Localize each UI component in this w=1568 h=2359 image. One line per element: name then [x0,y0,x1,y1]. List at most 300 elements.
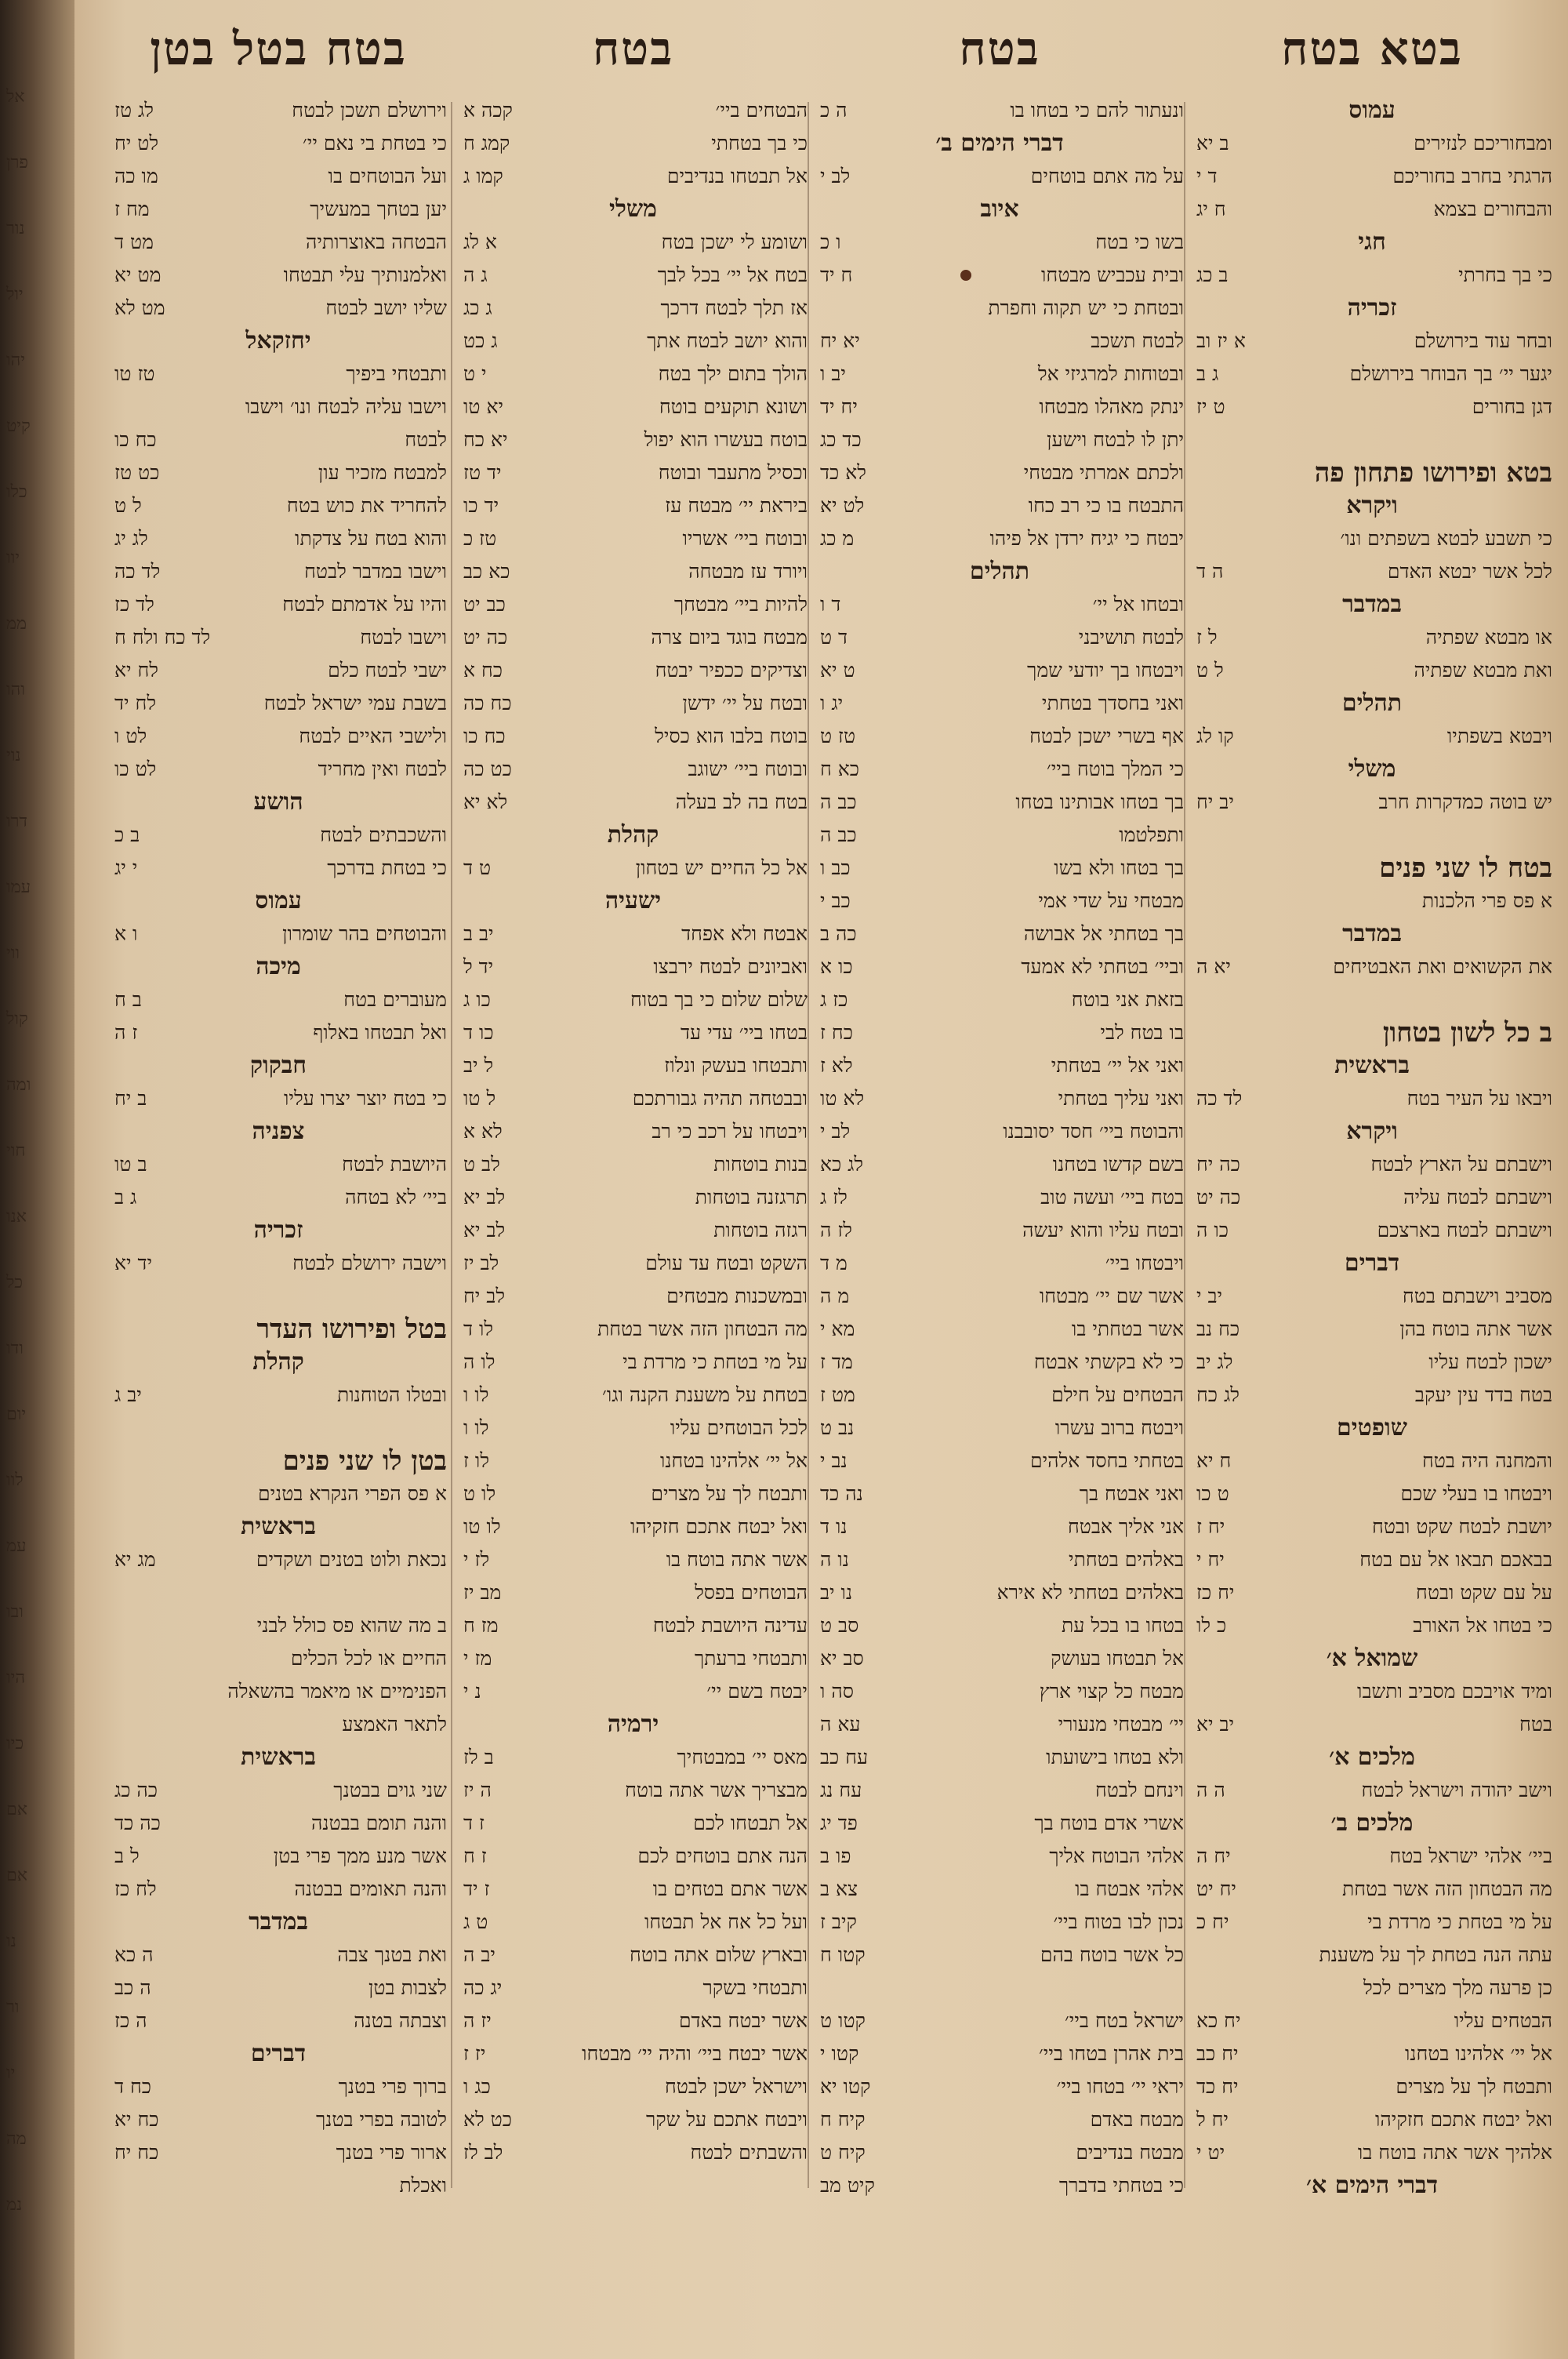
verse-line [110,1807,447,1840]
verse-line [459,1873,808,1906]
verse-line [815,259,1184,292]
verse-line [815,522,1184,555]
verse-line [459,1675,808,1708]
verse-line [815,983,1184,1016]
verse-reference: א לג [463,231,497,253]
verse-line [110,1873,447,1906]
verse-reference: יח ה [1196,1845,1231,1867]
verse-line [110,753,447,786]
column-header: בטח בטל בטן [150,22,407,75]
verse-reference: לב י [820,1120,851,1143]
concordance-column-2 [815,94,1184,2202]
verse-reference: לב יז [463,1252,499,1274]
verse-reference: כט לא [463,2108,512,2131]
line-text: דגן בחורים [1472,395,1552,418]
verse-line [1192,193,1552,226]
line-text: ובטחו אל יי׳ [1092,593,1184,616]
verse-line [459,94,808,127]
line-text: וישבתם לבטח בארצכם [1377,1219,1552,1241]
verse-reference: כה כד [114,1812,161,1834]
verse-reference: כח כו [114,428,157,451]
verse-line [815,1082,1184,1115]
line-text: והיו על אדמתם לבטח [282,593,447,616]
line-text: תהלים [969,558,1030,585]
verse-reference: ח יג [1196,198,1226,220]
verse-reference: כב ה [820,791,857,813]
verse-line [1192,1082,1552,1115]
verse-line [815,2169,1184,2202]
verse-line [110,687,447,720]
verse-reference: יד כו [463,494,499,517]
book-heading [1192,1247,1552,1280]
line-text: בטח לו שני פנים [1379,852,1552,884]
verse-reference: ט יז [1196,395,1225,418]
book-heading [1192,1049,1552,1082]
book-heading [1192,753,1552,786]
line-text: ויבטחו בו בעלי שכם [1400,1482,1552,1505]
verse-line [1192,1214,1552,1247]
line-text: בטח בדד עין יעקב [1414,1383,1552,1406]
line-text: השקט ובטח עד עולם [645,1252,808,1274]
verse-reference: יב ו [820,362,846,385]
verse-reference: י ט [463,362,487,385]
line-text: ותפלטמו [1119,823,1184,846]
line-text: לצבות בטן [368,1976,447,1999]
verse-reference: לד כז [114,593,154,616]
verse-reference: פד יג [820,1812,858,1834]
verse-reference: לד כח ולח ח [114,626,211,649]
verse-line [459,1247,808,1280]
line-text: בטחתי בחסד אלהים [1030,1449,1184,1472]
line-text: ישכון לבטח עליו [1428,1350,1552,1373]
line-text: ובטוחות למרגיזי אל [1037,362,1184,385]
line-text: ואכלת [399,2174,447,2197]
verse-reference: קכה א [463,99,513,122]
gutter-text: יו [6,2063,16,2083]
gutter-text: ווי [6,943,20,963]
line-text: וישבתם לבטח עליה [1403,1186,1552,1209]
book-gutter [0,0,74,2359]
verse-reference: ד י [1196,165,1218,187]
verse-line [459,1939,808,1972]
verse-reference: יח יד [820,395,858,418]
verse-line [815,1346,1184,1379]
verse-line [459,1774,808,1807]
line-text: ומבחוריכם לנזירים [1414,132,1552,154]
verse-line [459,1510,808,1543]
line-text: איוב [980,195,1019,223]
verse-reference: נו יב [820,1581,853,1604]
verse-reference: לח יא [114,659,158,682]
verse-line [459,951,808,983]
verse-reference: ט ד [463,856,492,879]
line-text: בך בטחתי אל אבושה [1023,922,1184,945]
verse-line [815,1379,1184,1412]
verse-reference: ו א [114,922,138,945]
verse-line [1192,2136,1552,2169]
verse-reference: כו ה [1196,1219,1229,1241]
ink-spot [960,270,971,281]
verse-line [459,720,808,753]
column-header: בטא בטח [1281,22,1463,75]
entry-heading [1192,456,1552,489]
verse-reference: יז ז [463,2042,486,2065]
line-text: תהלים [1341,689,1403,717]
verse-line [110,1247,447,1280]
line-text: למבטח מזכיר עון [318,461,447,484]
verse-line [815,1609,1184,1642]
verse-reference: לז י [463,1548,490,1571]
verse-line [459,1642,808,1675]
verse-line [459,358,808,391]
verse-line [1192,522,1552,555]
gutter-text: נמ [6,2195,23,2215]
verse-line [1192,1379,1552,1412]
verse-reference: עא ה [820,1713,861,1736]
line-text: ובית עכביש מבטחו [1041,264,1184,286]
verse-line [459,2070,808,2103]
line-text: ארור פרי בטנך [336,2141,447,2164]
verse-line [1192,1675,1552,1708]
gutter-text: אם [6,1866,27,1885]
line-text: וישבתם על הארץ לבטח [1370,1153,1552,1176]
line-text: לתאר האמצע [342,1713,447,1736]
verse-line [815,1675,1184,1708]
line-text: לכל אשר יבטא האדם [1387,560,1552,583]
verse-reference: ב ח [114,988,142,1011]
verse-line [815,2103,1184,2136]
verse-reference: ב כ [114,823,140,846]
line-text: או מבטא שפתיה [1425,626,1552,649]
line-text: יתן לו לבטח וישען [1047,428,1184,451]
line-text: וישב יהודה וישראל לבטח [1361,1779,1552,1801]
gutter-text: נוי [6,746,21,765]
column-rule [451,102,452,2188]
verse-line [1192,2037,1552,2070]
book-heading [1192,489,1552,522]
verse-reference: לג כא [820,1153,864,1176]
verse-line [110,1708,447,1741]
book-heading [110,786,447,819]
verse-line [1192,127,1552,160]
verse-reference: ל יב [463,1054,494,1077]
verse-reference: לח כז [114,1877,157,1900]
verse-line [459,1741,808,1774]
verse-reference: כח ז [820,1021,853,1044]
verse-reference: יד ל [463,955,494,978]
verse-line [815,423,1184,456]
line-text: אשר מנע ממך פרי בטן [273,1845,447,1867]
line-text: אל יי׳ אלהינו בטחנו [659,1449,808,1472]
line-text: מבטחי על שדי אמי [1038,889,1184,912]
verse-reference: ו כ [820,231,841,253]
verse-reference: ה ה [1196,1779,1225,1801]
line-text: יי׳ מבטחי מנעורי [1058,1713,1184,1736]
line-text: והבוטח ביי׳ חסד יסובבנו [1003,1120,1184,1143]
line-text: היושבת לבטח [342,1153,447,1176]
line-text: ועל הבוטחים בו [328,165,447,187]
verse-reference: כב ו [820,856,851,879]
line-text: בטחו בו בכל עת [1062,1614,1184,1637]
verse-line [459,918,808,951]
verse-reference: ה כא [114,1943,154,1966]
line-text: נכון לבו בטוח ביי׳ [1053,1910,1184,1933]
line-text: והנה תאומים בבטנה [294,1877,447,1900]
line-text: על מי בטחת כי מרדת בי [622,1350,808,1373]
line-text: והבוטחים בהר שומרון [282,922,447,945]
line-text: כי בך בחרתי [1458,264,1552,286]
verse-line [1192,1148,1552,1181]
line-text: בשם קדשו בטחנו [1052,1153,1184,1176]
verse-reference: יב י [1196,1285,1223,1307]
verse-reference: קטו י [820,2042,859,2065]
verse-reference: ז ח [463,1845,487,1867]
verse-line [1192,885,1552,918]
verse-line [815,1181,1184,1214]
verse-reference: לט ו [114,725,147,747]
line-text: בך בטחו אבותינו בטחו [1015,791,1184,813]
book-heading [815,193,1184,226]
line-text: לבטח [405,428,447,451]
line-text: צפניה [252,1118,305,1145]
verse-line [459,1313,808,1346]
verse-line [110,1972,447,2005]
verse-line [110,1543,447,1576]
line-text: וישבה ירושלם לבטח [292,1252,447,1274]
verse-reference: יח כב [1196,2042,1239,2065]
line-text: ב מה שהוא פס כולל לבני [256,1614,447,1637]
verse-line [110,292,447,325]
verse-line [110,522,447,555]
verse-reference: מט ד [114,231,154,253]
verse-line [110,1016,447,1049]
verse-reference: לג יג [114,527,148,550]
verse-reference: כז ג [820,988,848,1011]
line-text: ואת מבטא שפתיה [1414,659,1552,682]
verse-reference: טז כ [463,527,497,550]
verse-line [1192,1609,1552,1642]
verse-line [815,325,1184,358]
verse-reference: יג כה [463,1976,503,1999]
verse-reference: יא יח [820,329,860,352]
verse-line [815,1807,1184,1840]
verse-line [110,1379,447,1412]
line-text: ובארץ שלום אתה בוטח [630,1943,808,1966]
verse-line [459,983,808,1016]
verse-line [110,720,447,753]
verse-line [110,1082,447,1115]
book-heading [459,193,808,226]
line-text: א פס פרי הלכנות [1421,889,1552,912]
verse-line [815,1906,1184,1939]
verse-reference: ד ו [820,593,841,616]
verse-reference: מד ז [820,1350,853,1373]
verse-reference: ז ד [463,1812,485,1834]
line-text: על עם שקט ובטח [1416,1581,1552,1604]
line-text: ואלמנותיך עלי תבטחו [283,264,447,286]
gutter-text: דרו [6,812,28,831]
line-text: כי תשבע לבטא בשפתים ונו׳ [1340,527,1552,550]
verse-reference: נ י [463,1680,481,1703]
line-text: אף בשרי ישכן לבטח [1029,725,1184,747]
line-text: ויבטח אתכם על שקר [645,2108,808,2131]
verse-line [815,885,1184,918]
book-heading [1192,292,1552,325]
book-heading [459,819,808,852]
verse-line [459,1807,808,1840]
verse-line [1192,423,1552,456]
line-text: ובמשכנות מבטחים [666,1285,808,1307]
line-text: ותבטחו בעשק ונלוז [664,1054,808,1077]
entry-heading [110,1445,447,1478]
verse-line [110,918,447,951]
line-text: בטן לו שני פנים [282,1445,447,1477]
verse-line [815,687,1184,720]
line-text: כי המלך בוטח ביי׳ [1046,758,1184,780]
line-text: הבטחים על חילם [1051,1383,1184,1406]
line-text: אל כל החיים יש בטחון [635,856,808,879]
line-text: שליו יושב לבטח [325,296,447,319]
line-text: כל אשר בוטח בהם [1040,1943,1184,1966]
verse-reference: יב ב [463,922,494,945]
line-text: כי בטח יוצר יצרו עליו [284,1087,447,1110]
verse-line [1192,1346,1552,1379]
verse-reference: כט טז [114,461,160,484]
verse-reference: יא טו [463,395,504,418]
line-text: ואל תבטחו באלוף [313,1021,447,1044]
verse-reference: ג ב [114,1186,137,1209]
line-text: ובוטח ביי׳ אשריו [682,527,808,550]
verse-reference: כה יט [463,626,508,649]
verse-reference: יח י [1196,1548,1225,1571]
line-text: אשר אתה בוטח בהן [1399,1318,1552,1340]
verse-line [459,753,808,786]
verse-line [815,918,1184,951]
line-text: ושונא תוקעים בוטח [659,395,808,418]
verse-reference: מא י [820,1318,855,1340]
verse-reference: לו ה [463,1350,495,1373]
gutter-text: היו [6,1668,26,1688]
line-text: דברי הימים א׳ [1305,2172,1439,2199]
line-text: אני אליך אבטח [1067,1515,1184,1538]
verse-line [815,2136,1184,2169]
line-text: יחזקאל [245,327,311,354]
line-text: אז תלך לבטח דרכך [660,296,808,319]
verse-reference: מ ה [820,1285,850,1307]
line-text: אבטח ולא אפחד [681,922,808,945]
line-text: לבטח תושיבני [1078,626,1184,649]
gutter-text: מה [6,2129,27,2149]
verse-line [1192,951,1552,983]
line-text: ואני בחסדך בטחתי [1041,692,1184,714]
verse-line [815,94,1184,127]
line-text: ותבטחי ברעתך [694,1647,808,1670]
verse-line [815,1774,1184,1807]
verse-reference: קיט מב [820,2174,875,2197]
gutter-text: יהו [6,351,26,370]
verse-line [459,1840,808,1873]
verse-reference: ט ג [463,1910,488,1933]
book-heading [1192,1412,1552,1445]
verse-line [459,1412,808,1445]
line-text: אלהי הבוטח אליך [1049,1845,1184,1867]
gutter-text: כל [6,1273,24,1292]
line-text: בטא ופירושו פתחון פה [1314,457,1552,489]
gutter-text: קול [6,1009,28,1029]
verse-reference: יב ה [463,1943,495,1966]
verse-reference: לד כה [1196,1087,1243,1110]
verse-line [459,292,808,325]
line-text: ולא בטחו בישועתו [1046,1746,1184,1768]
verse-line [459,1576,808,1609]
column-rule [808,102,809,2188]
line-text: כן פרעה מלך מצרים לכל [1363,1976,1552,1999]
line-text: אשר שם יי׳ מבטחו [1039,1285,1184,1307]
verse-line [459,127,808,160]
verse-line [815,456,1184,489]
verse-line [110,259,447,292]
verse-line [459,687,808,720]
line-text: אשרי אדם בוטח בך [1034,1812,1184,1834]
verse-reference: יח ל [1196,2108,1229,2131]
verse-reference: כח יא [114,2108,159,2131]
verse-reference: כה כג [114,1779,158,1801]
line-text: שלום שלום כי בך בטוח [630,988,808,1011]
line-text: אל תבטחו בנדיבים [666,165,808,187]
verse-line [459,555,808,588]
line-text: בטחת על משענת הקנה וגו׳ [602,1383,808,1406]
verse-reference: יח כד [1196,2075,1239,2098]
verse-reference: לו ט [463,1482,496,1505]
verse-line [459,852,808,885]
line-text: משלי [609,195,657,223]
gutter-text: יול [6,285,24,304]
verse-reference: יח כז [1196,1581,1235,1604]
verse-line [815,1972,1184,2005]
line-text: עדינה היושבת לבטח [652,1614,808,1637]
verse-reference: יב יח [1196,791,1234,813]
line-text: ובוטח ביי׳ ישוגב [688,758,808,780]
verse-reference: נו ד [820,1515,848,1538]
verse-line [815,2070,1184,2103]
line-text: ואת בטנך צבה [337,1943,447,1966]
verse-line [110,2005,447,2037]
verse-line [1192,1708,1552,1741]
verse-line [459,1280,808,1313]
gutter-text: לוו [6,1470,24,1490]
verse-reference: לא טו [820,1087,865,1110]
verse-reference: ג ב [1196,362,1219,385]
verse-line [1192,786,1552,819]
verse-reference: ב טו [114,1153,147,1176]
verse-reference: כה יט [1196,1186,1241,1209]
verse-reference: כ לו [1196,1614,1227,1637]
line-text: ולכתם אמרתי מבטחי [1023,461,1184,484]
line-text: הבוטחים בפסל [695,1581,808,1604]
verse-line [459,391,808,423]
verse-line [110,1642,447,1675]
gutter-text: ור [6,1997,20,2017]
verse-line [459,325,808,358]
verse-reference: ג ה [463,264,488,286]
line-text: הבטחים ביי׳ [715,99,808,122]
verse-reference: לב ט [463,1153,500,1176]
entry-heading [1192,852,1552,885]
verse-reference: מו כה [114,165,158,187]
verse-line [1192,1181,1552,1214]
verse-reference: לז ג [820,1186,848,1209]
verse-reference: לו ו [463,1416,489,1439]
